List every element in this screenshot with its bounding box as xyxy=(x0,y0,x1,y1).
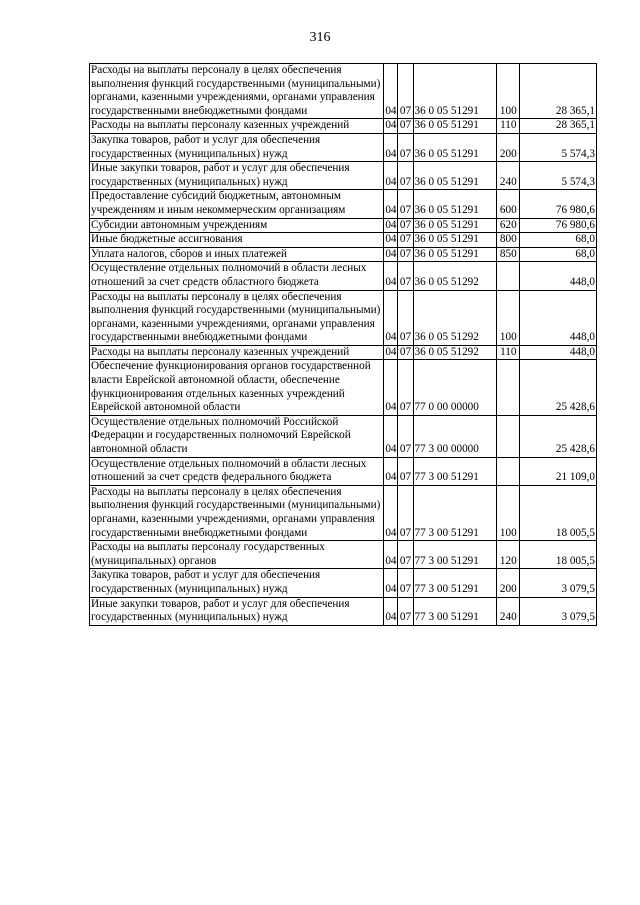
target-article-code: 77 3 00 00000 xyxy=(413,415,497,457)
table-row xyxy=(90,247,597,262)
table-row xyxy=(90,415,597,457)
expense-type-code: 850 xyxy=(497,247,520,262)
amount: 76 980,6 xyxy=(520,190,597,218)
section-code: 04 xyxy=(384,457,398,485)
amount: 18 005,5 xyxy=(520,541,597,569)
expense-type-code: 110 xyxy=(497,345,520,360)
table-row xyxy=(90,569,597,597)
page-number: 316 xyxy=(309,30,331,45)
amount: 21 109,0 xyxy=(520,457,597,485)
amount: 18 005,5 xyxy=(520,485,597,540)
table-row xyxy=(90,64,597,119)
budget-table xyxy=(89,63,597,626)
target-article-code: 36 0 05 51291 xyxy=(413,119,497,134)
row-name: Закупка товаров, работ и услуг для обеспечения государственных (муниципальных) нужд xyxy=(90,133,384,161)
row-name: Закупка товаров, работ и услуг для обеспечения государственных (муниципальных) нужд xyxy=(90,569,384,597)
table-row xyxy=(90,162,597,190)
section-code: 04 xyxy=(384,162,398,190)
table-row xyxy=(90,218,597,233)
subsection-code: 07 xyxy=(398,119,413,134)
budget-table-body xyxy=(90,64,597,626)
expense-type-code: 100 xyxy=(497,64,520,119)
table-row xyxy=(90,457,597,485)
subsection-code: 07 xyxy=(398,457,413,485)
table-row xyxy=(90,233,597,248)
table-row xyxy=(90,345,597,360)
section-code: 04 xyxy=(384,415,398,457)
section-code: 04 xyxy=(384,262,398,290)
row-name: Иные бюджетные ассигнования xyxy=(90,233,384,248)
target-article-code: 36 0 05 51291 xyxy=(413,162,497,190)
table-row xyxy=(90,133,597,161)
subsection-code: 07 xyxy=(398,162,413,190)
table-row xyxy=(90,541,597,569)
subsection-code: 07 xyxy=(398,133,413,161)
row-name: Осуществление отдельных полномочий в области лесных отношений за счет средств федерального бюджета xyxy=(90,457,384,485)
section-code: 04 xyxy=(384,119,398,134)
target-article-code: 36 0 05 51291 xyxy=(413,133,497,161)
row-name: Обеспечение функционирования органов государственной власти Еврейской автономной области, обеспечение функционирования отдельных казенных учреждений Еврейской автономной области xyxy=(90,360,384,415)
row-name: Предоставление субсидий бюджетным, автономным учреждениям и иным некоммерческим организациям xyxy=(90,190,384,218)
row-name: Расходы на выплаты персоналу государственных (муниципальных) органов xyxy=(90,541,384,569)
subsection-code: 07 xyxy=(398,64,413,119)
amount: 68,0 xyxy=(520,247,597,262)
subsection-code: 07 xyxy=(398,290,413,345)
target-article-code: 36 0 05 51291 xyxy=(413,64,497,119)
row-name: Расходы на выплаты персоналу в целях обеспечения выполнения функций государственными (муниципальными) органами, казенными учреждениями, органами управления государственными внебюджетными фондами xyxy=(90,485,384,540)
table-row xyxy=(90,597,597,625)
table-row xyxy=(90,360,597,415)
target-article-code: 77 3 00 51291 xyxy=(413,569,497,597)
amount: 76 980,6 xyxy=(520,218,597,233)
expense-type-code: 240 xyxy=(497,162,520,190)
section-code: 04 xyxy=(384,597,398,625)
subsection-code: 07 xyxy=(398,541,413,569)
amount: 5 574,3 xyxy=(520,133,597,161)
expense-type-code: 100 xyxy=(497,485,520,540)
target-article-code: 36 0 05 51292 xyxy=(413,262,497,290)
section-code: 04 xyxy=(384,218,398,233)
row-name: Осуществление отдельных полномочий Российской Федерации и государственных полномочий Еврейской автономной области xyxy=(90,415,384,457)
target-article-code: 36 0 05 51291 xyxy=(413,190,497,218)
subsection-code: 07 xyxy=(398,345,413,360)
section-code: 04 xyxy=(384,569,398,597)
target-article-code: 36 0 05 51291 xyxy=(413,218,497,233)
amount: 448,0 xyxy=(520,345,597,360)
section-code: 04 xyxy=(384,290,398,345)
expense-type-code: 200 xyxy=(497,133,520,161)
row-name: Уплата налогов, сборов и иных платежей xyxy=(90,247,384,262)
table-row xyxy=(90,119,597,134)
amount: 28 365,1 xyxy=(520,64,597,119)
target-article-code: 36 0 05 51291 xyxy=(413,247,497,262)
subsection-code: 07 xyxy=(398,262,413,290)
expense-type-code: 620 xyxy=(497,218,520,233)
expense-type-code xyxy=(497,457,520,485)
target-article-code: 77 0 00 00000 xyxy=(413,360,497,415)
target-article-code: 77 3 00 51291 xyxy=(413,457,497,485)
section-code: 04 xyxy=(384,360,398,415)
table-row xyxy=(90,485,597,540)
table-row xyxy=(90,290,597,345)
target-article-code: 36 0 05 51291 xyxy=(413,233,497,248)
expense-type-code: 600 xyxy=(497,190,520,218)
section-code: 04 xyxy=(384,541,398,569)
amount: 25 428,6 xyxy=(520,360,597,415)
amount: 3 079,5 xyxy=(520,569,597,597)
target-article-code: 77 3 00 51291 xyxy=(413,597,497,625)
section-code: 04 xyxy=(384,64,398,119)
subsection-code: 07 xyxy=(398,247,413,262)
subsection-code: 07 xyxy=(398,218,413,233)
amount: 25 428,6 xyxy=(520,415,597,457)
row-name: Расходы на выплаты персоналу казенных учреждений xyxy=(90,345,384,360)
amount: 448,0 xyxy=(520,262,597,290)
table-row xyxy=(90,190,597,218)
expense-type-code: 800 xyxy=(497,233,520,248)
section-code: 04 xyxy=(384,247,398,262)
row-name: Расходы на выплаты персоналу в целях обеспечения выполнения функций государственными (муниципальными) органами, казенными учреждениями, органами управления государственными внебюджетными фондами xyxy=(90,290,384,345)
subsection-code: 07 xyxy=(398,485,413,540)
amount: 3 079,5 xyxy=(520,597,597,625)
subsection-code: 07 xyxy=(398,233,413,248)
expense-type-code xyxy=(497,360,520,415)
row-name: Расходы на выплаты персоналу казенных учреждений xyxy=(90,119,384,134)
subsection-code: 07 xyxy=(398,415,413,457)
expense-type-code: 200 xyxy=(497,569,520,597)
section-code: 04 xyxy=(384,190,398,218)
expense-type-code: 110 xyxy=(497,119,520,134)
target-article-code: 77 3 00 51291 xyxy=(413,541,497,569)
row-name: Иные закупки товаров, работ и услуг для обеспечения государственных (муниципальных) нужд xyxy=(90,597,384,625)
section-code: 04 xyxy=(384,345,398,360)
target-article-code: 36 0 05 51292 xyxy=(413,345,497,360)
expense-type-code: 240 xyxy=(497,597,520,625)
amount: 68,0 xyxy=(520,233,597,248)
target-article-code: 77 3 00 51291 xyxy=(413,485,497,540)
amount: 448,0 xyxy=(520,290,597,345)
table-row xyxy=(90,262,597,290)
amount: 5 574,3 xyxy=(520,162,597,190)
expense-type-code: 100 xyxy=(497,290,520,345)
section-code: 04 xyxy=(384,133,398,161)
section-code: 04 xyxy=(384,233,398,248)
row-name: Иные закупки товаров, работ и услуг для обеспечения государственных (муниципальных) нужд xyxy=(90,162,384,190)
row-name: Расходы на выплаты персоналу в целях обеспечения выполнения функций государственными (муниципальными) органами, казенными учреждениями, органами управления государственными внебюджетными фондами xyxy=(90,64,384,119)
section-code: 04 xyxy=(384,485,398,540)
row-name: Осуществление отдельных полномочий в области лесных отношений за счет средств областного бюджета xyxy=(90,262,384,290)
amount: 28 365,1 xyxy=(520,119,597,134)
row-name: Субсидии автономным учреждениям xyxy=(90,218,384,233)
expense-type-code xyxy=(497,262,520,290)
subsection-code: 07 xyxy=(398,360,413,415)
subsection-code: 07 xyxy=(398,569,413,597)
subsection-code: 07 xyxy=(398,190,413,218)
target-article-code: 36 0 05 51292 xyxy=(413,290,497,345)
expense-type-code: 120 xyxy=(497,541,520,569)
expense-type-code xyxy=(497,415,520,457)
subsection-code: 07 xyxy=(398,597,413,625)
